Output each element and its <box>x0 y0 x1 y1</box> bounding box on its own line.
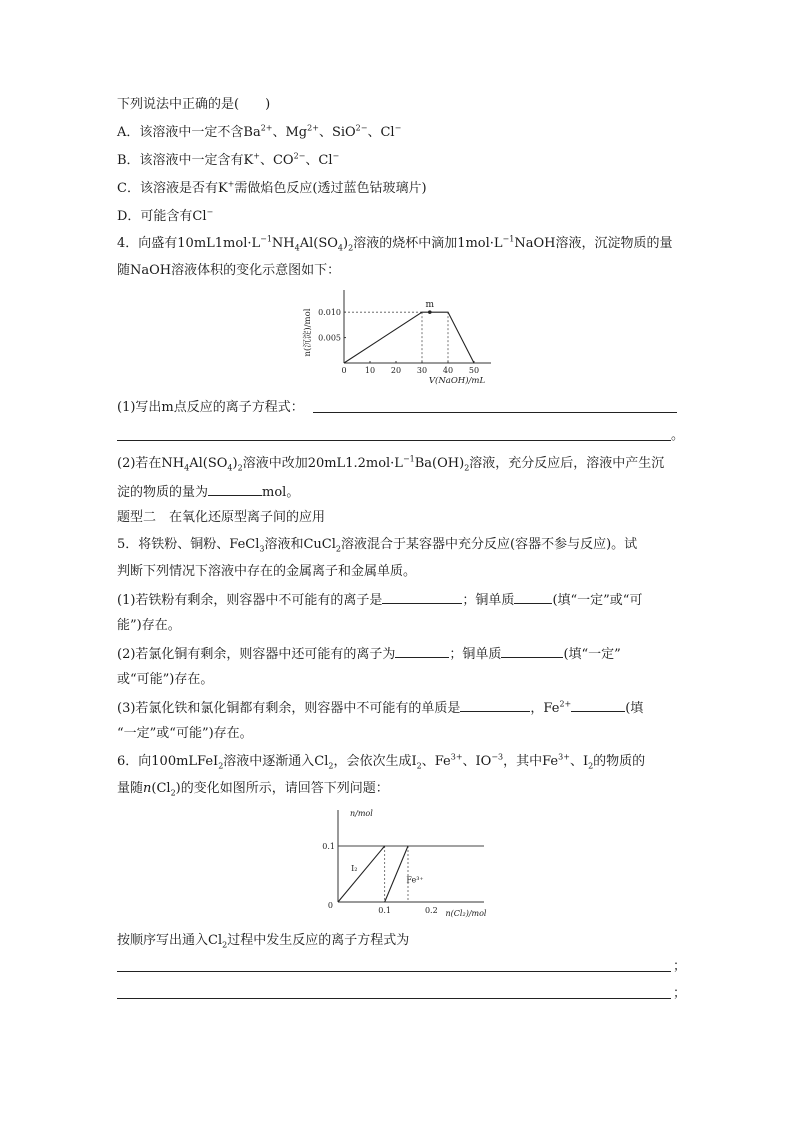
x-tick-label: 0.1 <box>378 906 392 915</box>
x-axis-title: V(NaOH)/mL <box>428 376 486 386</box>
q5-part3-blank-fe[interactable] <box>571 699 625 712</box>
x-axis-title: n(Cl₂)/mol <box>445 909 487 918</box>
semicolon-mark: ； <box>673 959 687 974</box>
q5-part2-blank-copper[interactable] <box>501 645 563 658</box>
option-b[interactable]: B．该溶液中一定含有K+、$CO^{2-}$、Cl− <box>117 151 340 168</box>
q4-stem-line1: 4．向盛有$10mL1mol\cdot L^{-1}NH_4Al(SO_4)_2$溶液的烧杯中滴加$1mol\cdot L^{-1}NaOH$溶液，沉淀物质的量 <box>117 234 673 253</box>
q6-answer-line-2[interactable] <box>117 998 671 999</box>
y-tick-label: 0.010 <box>318 308 341 318</box>
q5-stem-line2: 判断下列情况下溶液中存在的金属离子和金属单质。 <box>117 564 417 579</box>
x-tick-label: 50 <box>468 366 480 375</box>
q5-part3-line2: “一定”或“可能”)存在。 <box>117 726 253 741</box>
q5-part2-line1: (2)若氯化铜有剩余，则容器中还可能有的离子为 ；铜单质 (填“一定” <box>117 647 621 662</box>
q4-stem-line2: 随NaOH溶液体积的变化示意图如下： <box>117 263 341 278</box>
q6-prompt: 按顺序写出通入$Cl_2$过程中发生反应的离子方程式为 <box>117 933 410 950</box>
period-mark: 。 <box>671 428 685 443</box>
option-c[interactable]: C．该溶液是否有K+需做焰色反应(透过蓝色钴玻璃片) <box>117 179 427 196</box>
q6-stem-line1: 6．向100mLFeI$_2$溶液中逐渐通入$Cl_2$，会依次生成$I_2$、$Fe^{3+}$、$IO^{-3}$，其中$Fe^{3+}$、$I_2$的物质的 <box>117 752 646 771</box>
q5-part2-blank-ions[interactable] <box>395 645 449 658</box>
q5-part1-blank-ions[interactable] <box>382 591 462 604</box>
q6-cl2-chart <box>300 808 490 920</box>
q5-part1-line1: (1)若铁粉有剩余，则容器中不可能有的离子是 ；铜单质 (填“一定”或“可 <box>117 593 643 608</box>
i2-series-line <box>338 846 385 902</box>
semicolon-mark: ； <box>673 986 687 1001</box>
x-tick-label: 40 <box>442 366 454 375</box>
question-intro: 下列说法中正确的是( ) <box>117 97 271 112</box>
q4-sub2-line2: 淀的物质的量为 mol。 <box>117 485 300 500</box>
q5-part3-blank-element[interactable] <box>460 699 530 712</box>
option-d[interactable]: D．可能含有Cl− <box>117 207 214 224</box>
q4-sub2-line1: (2)若在$NH_4Al(SO_4)_2$溶液中改加$20mL1.2mol\cdot L^{-1}Ba(OH)_2$溶液，充分反应后，溶液中产生沉 <box>117 454 665 473</box>
q5-part1-line2: 能”)存在。 <box>117 618 181 633</box>
precipitate-series-line <box>344 312 474 363</box>
section-title: 题型二 在氧化还原型离子间的应用 <box>117 510 326 525</box>
q4-sub1-label: (1)写出m点反应的离子方程式： <box>117 400 304 415</box>
x-tick-label: 10 <box>364 366 376 375</box>
y-tick-label: 0.1 <box>322 842 335 851</box>
q5-part1-blank-copper[interactable] <box>514 591 552 604</box>
fe3-series-line <box>385 846 408 902</box>
q5-part3-line1: (3)若氯化铁和氯化铜都有剩余，则容器中不可能有的单质是 ，$Fe^{2+}$ (填 <box>117 699 644 716</box>
q6-answer-line-1[interactable] <box>117 971 671 972</box>
q4-precipitate-chart <box>300 285 500 390</box>
q4-sub1-answer-line-1[interactable] <box>313 412 677 413</box>
y-tick-label: 0.005 <box>318 333 341 343</box>
q5-part2-line2: 或“可能”)存在。 <box>117 672 214 687</box>
x-tick-label: 0.2 <box>424 906 438 915</box>
option-a[interactable]: A．该溶液中一定不含$Ba^{2+}$、$Mg^{2+}$、SiO$^{2-}$、Cl− <box>117 123 402 140</box>
q5-stem-line1: 5．将铁粉、铜粉、FeCl$_3$溶液和CuCl$_2$溶液混合于某容器中充分反应(容器不参与反应)。试 <box>117 537 638 554</box>
point-m <box>428 310 432 314</box>
fe3-series-label: Fe³⁺ <box>406 875 424 885</box>
x-tick-label: 20 <box>390 366 402 375</box>
y-axis-title: n/mol <box>350 809 373 818</box>
x-tick-label: 0 <box>341 366 347 375</box>
q6-stem-line2: 量随$n(Cl_2)$的变化如图所示，请回答下列问题： <box>117 781 389 798</box>
x-tick-label: 30 <box>416 366 428 375</box>
point-m-label: m <box>425 300 435 311</box>
y-axis-title: n(沉淀)/mol <box>303 308 313 357</box>
i2-series-label: I₂ <box>351 864 358 874</box>
q4-sub2-blank[interactable] <box>208 483 262 496</box>
origin-label: 0 <box>327 901 333 910</box>
q4-sub1-answer-line-2[interactable] <box>117 440 671 441</box>
